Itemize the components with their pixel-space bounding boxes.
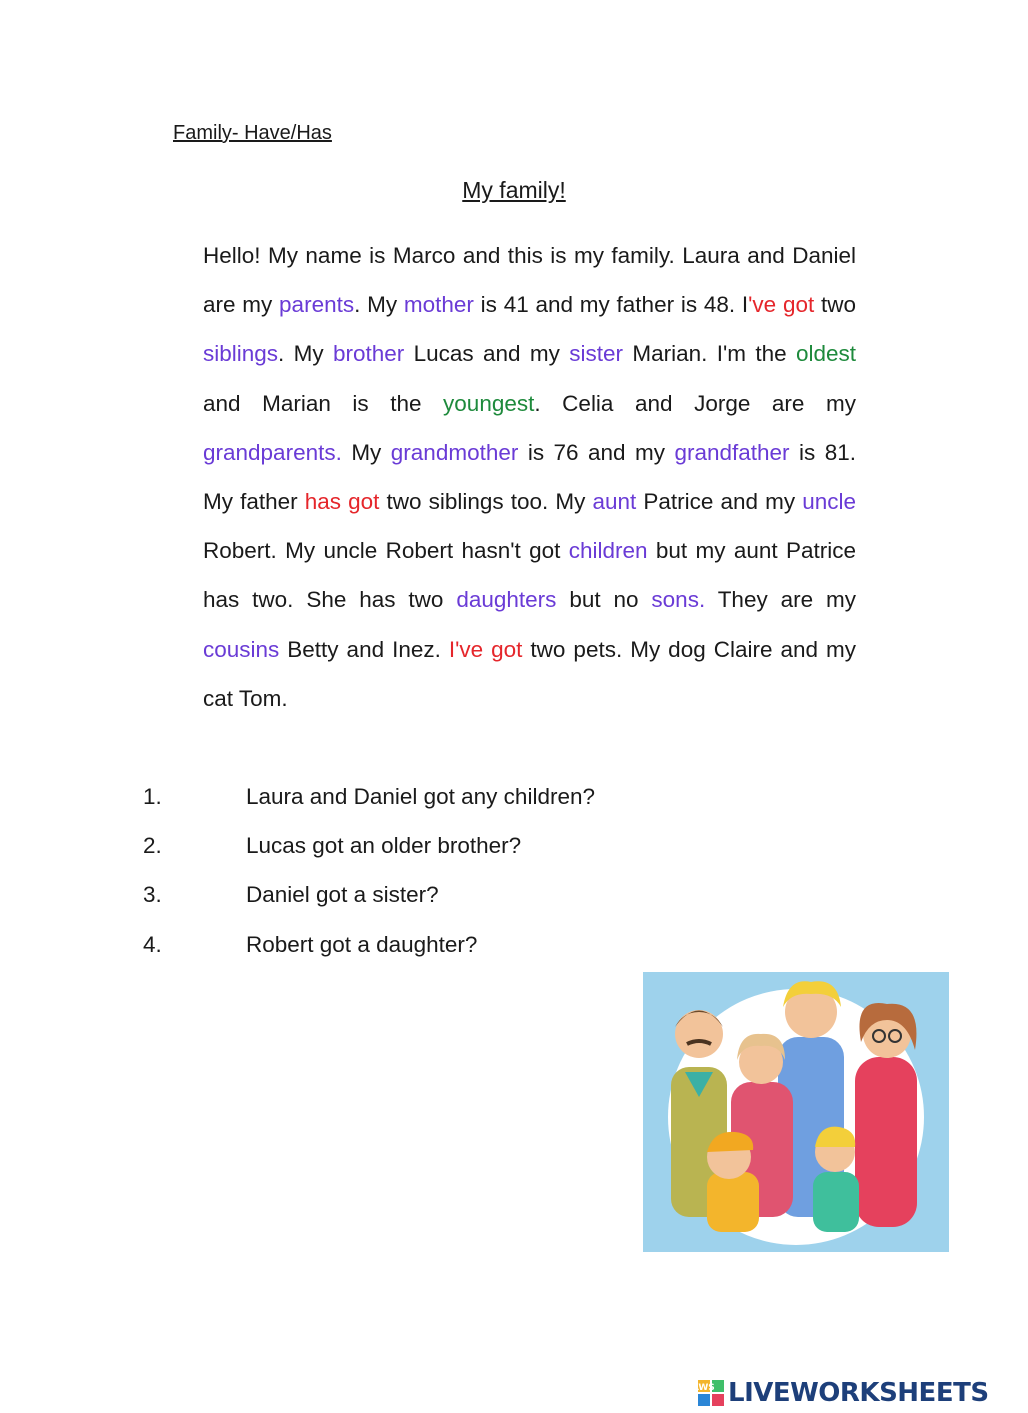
family-cartoon-icon bbox=[643, 972, 949, 1252]
vocab-word-siblings: siblings bbox=[203, 341, 279, 367]
grammar-word-ive-got: I've got bbox=[448, 636, 523, 662]
story-text bbox=[203, 231, 856, 723]
liveworksheets-brand bbox=[693, 1378, 989, 1408]
story-segment: but my aunt Patrice has two. She has two bbox=[203, 538, 856, 613]
vocab-word-mother: mother bbox=[403, 292, 474, 318]
question-number: 2. bbox=[143, 833, 162, 859]
vocab-word-uncle: uncle bbox=[802, 489, 856, 515]
superlative-word-oldest: oldest bbox=[795, 341, 857, 367]
grammar-word-ve-got: 've got bbox=[748, 292, 815, 318]
question-list bbox=[143, 772, 595, 969]
story-segment: . My bbox=[278, 341, 333, 367]
question-text: Lucas got an older brother? bbox=[246, 833, 522, 859]
grammar-word-has-got: has got bbox=[304, 489, 380, 515]
story-segment: is 41 and my father is 48. I bbox=[473, 292, 749, 318]
vocab-word-grandfather: grandfather bbox=[674, 439, 790, 465]
story-segment: My bbox=[341, 439, 391, 465]
story-segment: . My bbox=[354, 292, 404, 318]
vocab-word-grandmother: grandmother bbox=[390, 439, 519, 465]
liveworksheets-wordmark: LIVEWORKSHEETS bbox=[728, 1378, 989, 1408]
story-segment: two siblings too. My bbox=[379, 489, 593, 515]
question-number: 3. bbox=[143, 882, 162, 908]
story-segment: Betty and Inez. bbox=[279, 636, 449, 662]
story-segment: They are my bbox=[705, 587, 857, 613]
logo-letter: LWS bbox=[693, 1383, 715, 1393]
story-segment: . Celia and Jorge are my bbox=[534, 390, 856, 416]
story-segment: is 76 and my bbox=[518, 439, 675, 465]
vocab-word-parents: parents bbox=[279, 292, 355, 318]
vocab-word-sons: sons. bbox=[651, 587, 706, 613]
story-segment: Patrice and my bbox=[636, 489, 803, 515]
story-segment: two bbox=[814, 292, 857, 318]
question-number: 4. bbox=[143, 931, 162, 957]
story-segment: Robert. My uncle Robert hasn't got bbox=[203, 538, 569, 564]
question-text: Robert got a daughter? bbox=[246, 931, 478, 957]
story-segment: Marian. I'm the bbox=[623, 341, 796, 367]
worksheet-title: My family! bbox=[462, 177, 566, 203]
vocab-word-children: children bbox=[568, 538, 648, 564]
question-item bbox=[143, 920, 595, 969]
liveworksheets-logo-icon bbox=[693, 1380, 724, 1406]
vocab-word-sister: sister bbox=[569, 341, 623, 367]
story-segment: but no bbox=[556, 587, 652, 613]
story-segment: and Marian is the bbox=[203, 390, 444, 416]
question-item bbox=[143, 772, 595, 821]
story-segment: is 81. My father bbox=[203, 439, 857, 515]
vocab-word-aunt: aunt bbox=[592, 489, 637, 515]
vocab-word-brother: brother bbox=[332, 341, 405, 367]
question-number: 1. bbox=[143, 784, 162, 809]
worksheet-subject: Family- Have/Has bbox=[173, 122, 332, 144]
vocab-word-daughters: daughters bbox=[456, 587, 557, 613]
question-item bbox=[143, 870, 595, 919]
question-text: Daniel got a sister? bbox=[246, 882, 439, 908]
family-illustration bbox=[643, 972, 949, 1252]
story-segment: Hello! My name is Marco and this is my family. Laura and Daniel are my bbox=[203, 243, 856, 318]
question-text: Laura and Daniel got any children? bbox=[246, 784, 595, 809]
vocab-word-grandparents: grandparents. bbox=[203, 439, 342, 465]
story-segment: Lucas and my bbox=[404, 341, 570, 367]
superlative-word-youngest: youngest bbox=[443, 390, 535, 416]
vocab-word-cousins: cousins bbox=[203, 636, 280, 662]
question-item bbox=[143, 821, 595, 870]
story-segment: two pets. My dog Claire and my cat Tom. bbox=[203, 636, 856, 711]
